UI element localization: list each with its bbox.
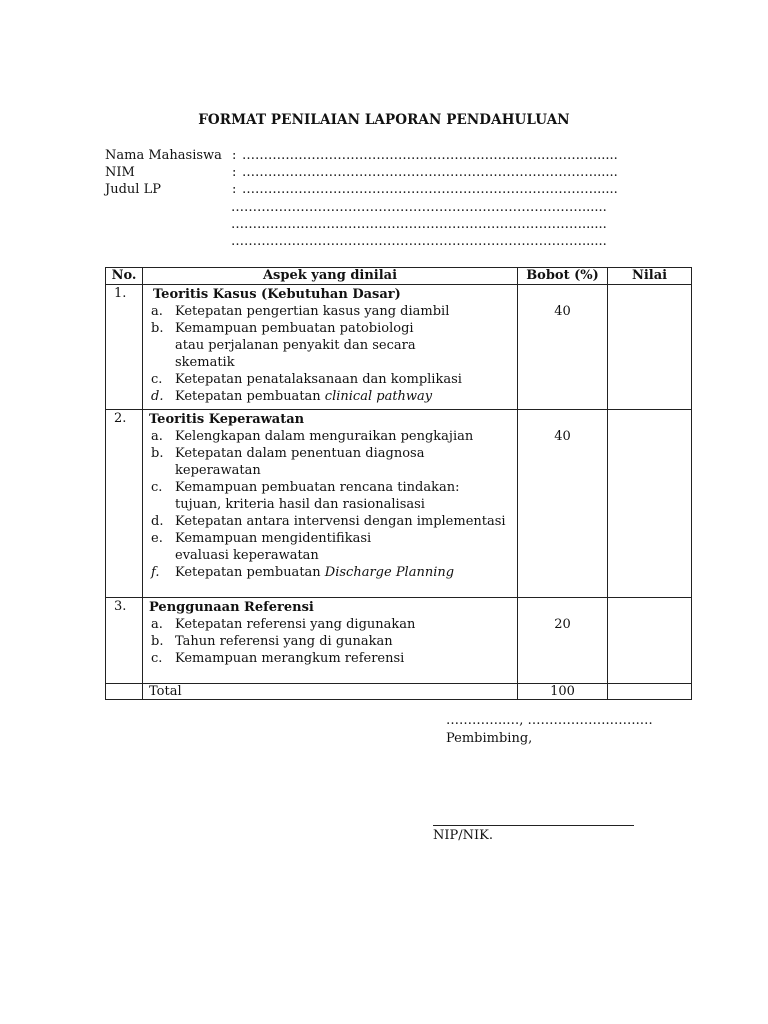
field-separator: : <box>232 165 237 180</box>
list-item <box>149 479 513 513</box>
list-item <box>149 388 513 405</box>
item-marker: c. <box>151 651 163 666</box>
assessment-table <box>105 267 692 700</box>
total-value: 100 <box>518 684 608 700</box>
total-row <box>106 684 692 700</box>
item-text: Ketepatan pembuatan clinical pathway <box>175 389 433 404</box>
item-marker: c. <box>151 372 163 387</box>
item-text: Tahun referensi yang di gunakan <box>175 634 393 649</box>
field-label: NIM <box>105 165 135 180</box>
nilai-cell[interactable] <box>608 598 692 684</box>
list-item <box>149 650 513 667</box>
item-marker: c. <box>151 480 163 495</box>
bobot-value: 20 <box>518 598 608 684</box>
nilai-cell[interactable] <box>608 410 692 598</box>
item-text: Kemampuan merangkum referensi <box>175 651 405 666</box>
list-item <box>149 371 513 388</box>
list-item <box>149 530 513 564</box>
aspek-cell <box>143 410 518 598</box>
item-marker: a. <box>151 304 163 319</box>
item-text: Kemampuan pembuatan rencana tindakan: tujuan, kriteria hasil dan rasionalisasi <box>175 480 460 512</box>
field-value[interactable]: ………………………………………………………………………...... <box>242 182 618 197</box>
document-title: FORMAT PENILAIAN LAPORAN PENDAHULUAN <box>198 112 570 128</box>
total-no-cell <box>106 684 143 700</box>
judul-continuation-line[interactable]: ………………………………………………………………………...... <box>231 234 607 249</box>
field-label: Judul LP <box>105 182 161 197</box>
section-title: Teoritis Kasus (Kebutuhan Dasar) <box>153 287 401 302</box>
judul-continuation-line[interactable]: ………………………………………………………………………...... <box>231 217 607 232</box>
item-marker: b. <box>151 634 164 649</box>
item-marker: a. <box>151 429 163 444</box>
field-value[interactable]: ………………………………………………………………………...... <box>242 165 618 180</box>
item-text: Ketepatan antara intervensi dengan implementasi <box>175 514 506 529</box>
table-header-row <box>106 268 692 285</box>
list-item <box>149 633 513 650</box>
nilai-cell[interactable] <box>608 285 692 410</box>
field-judul-lp <box>105 181 618 199</box>
field-nim <box>105 164 618 182</box>
item-text: Ketepatan penatalaksanaan dan komplikasi <box>175 372 462 387</box>
item-marker: e. <box>151 531 163 546</box>
list-item <box>149 564 513 581</box>
section-title: Teoritis Keperawatan <box>149 412 305 427</box>
signature-date-line[interactable]: …………..…, ……………….…….… <box>446 713 653 728</box>
list-item <box>149 513 513 530</box>
signature-nip: NIP/NIK. <box>433 828 493 843</box>
header-bobot: Bobot (%) <box>518 268 608 285</box>
item-text: Kemampuan pembuatan patobiologi atau perjalanan penyakit dan secara skematik <box>175 321 416 370</box>
list-item <box>149 428 513 445</box>
aspek-cell <box>143 598 518 684</box>
header-no: No. <box>106 268 143 285</box>
table-row <box>106 598 692 684</box>
bobot-value: 40 <box>518 285 608 410</box>
item-text: Ketepatan dalam penentuan diagnosa keperawatan <box>175 446 425 478</box>
item-text: Kelengkapan dalam menguraikan pengkajian <box>175 429 474 444</box>
list-item <box>149 303 513 320</box>
item-marker: a. <box>151 617 163 632</box>
item-text: Ketepatan pengertian kasus yang diambil <box>175 304 450 319</box>
table-row <box>106 285 692 410</box>
item-marker: b. <box>151 321 164 336</box>
field-nama-mahasiswa <box>105 147 618 165</box>
table-row <box>106 410 692 598</box>
item-marker: d. <box>151 514 164 529</box>
list-item <box>149 445 513 479</box>
signature-line <box>433 825 634 826</box>
section-title: Penggunaan Referensi <box>149 600 314 615</box>
item-marker: b. <box>151 446 164 461</box>
judul-continuation-line[interactable]: ………………………………………………………………………...... <box>231 200 607 215</box>
aspek-cell <box>143 285 518 410</box>
field-separator: : <box>232 182 237 197</box>
item-marker: d. <box>151 389 164 404</box>
field-value[interactable]: ………………………………………………………………………...... <box>242 148 618 163</box>
list-item <box>149 320 513 371</box>
field-label: Nama Mahasiswa <box>105 148 222 163</box>
signature-role: Pembimbing, <box>446 731 533 746</box>
total-nilai-cell[interactable] <box>608 684 692 700</box>
row-number: 3. <box>106 598 143 684</box>
item-marker: f. <box>151 565 160 580</box>
total-label: Total <box>143 684 518 700</box>
header-aspek: Aspek yang dinilai <box>143 268 518 285</box>
list-item <box>149 616 513 633</box>
item-text: Ketepatan referensi yang digunakan <box>175 617 416 632</box>
row-number: 1. <box>106 285 143 410</box>
row-number: 2. <box>106 410 143 598</box>
bobot-value: 40 <box>518 410 608 598</box>
item-text: Ketepatan pembuatan Discharge Planning <box>175 565 455 580</box>
item-text: Kemampuan mengidentifikasi evaluasi keperawatan <box>175 531 372 563</box>
field-separator: : <box>232 148 237 163</box>
header-nilai: Nilai <box>608 268 692 285</box>
